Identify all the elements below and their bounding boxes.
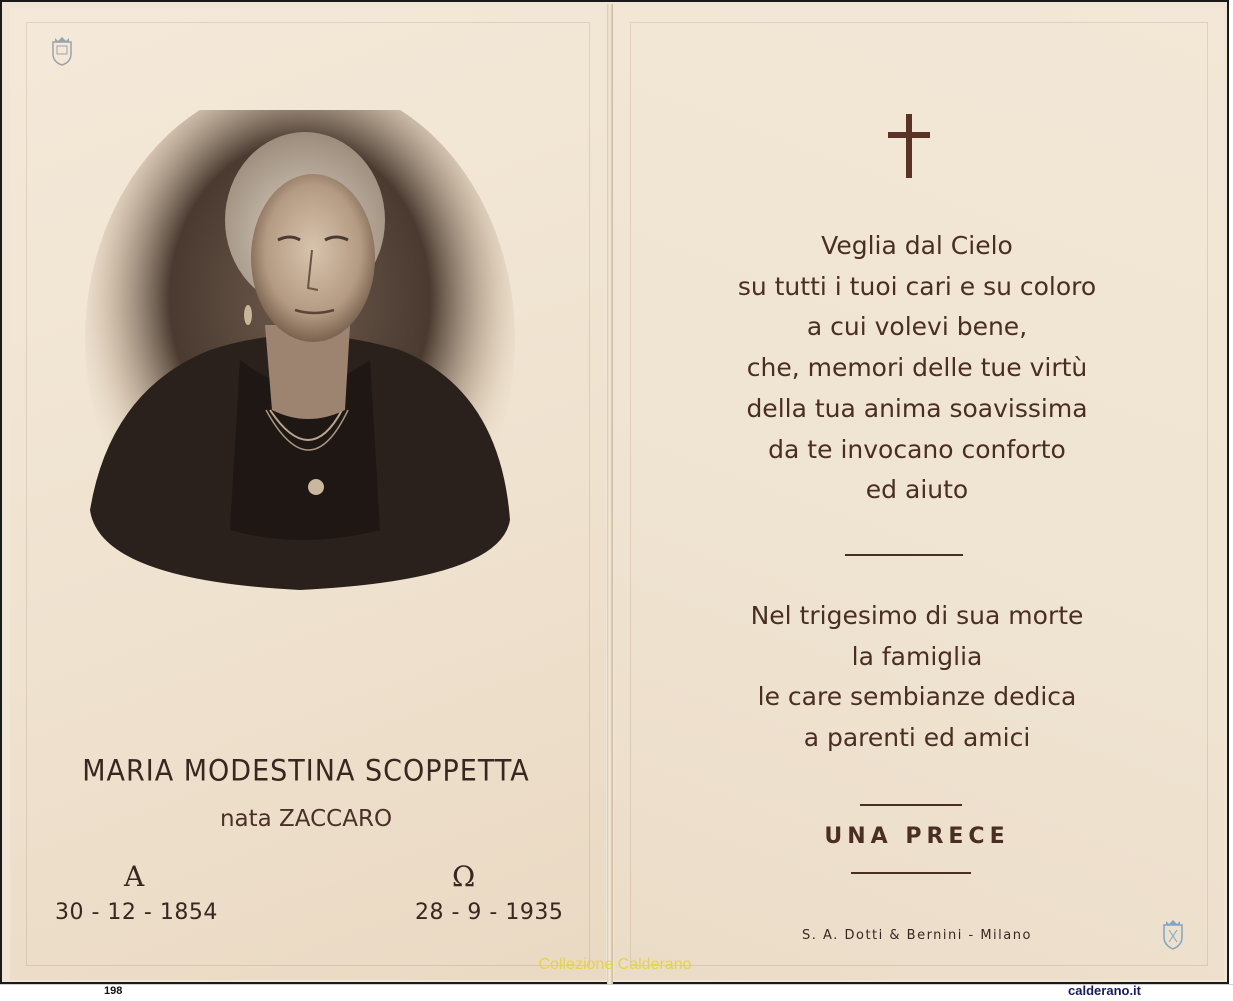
una-prece-heading: UNA PRECE: [824, 824, 1010, 849]
divider-rule: [845, 554, 963, 556]
poem-line: da te invocano conforto: [768, 434, 1066, 464]
poem-text: [612, 226, 1222, 511]
omega-symbol: Ω: [452, 860, 476, 893]
poem-line: ed aiuto: [865, 475, 969, 505]
death-date: 28 - 9 - 1935: [415, 900, 564, 925]
page-number: 198: [104, 985, 123, 997]
maiden-name: nata ZACCARO: [219, 806, 393, 832]
poem-line: che, memori delle tue virtù: [746, 353, 1088, 383]
alpha-symbol: A: [124, 860, 145, 893]
site-link[interactable]: calderano.it: [1068, 983, 1141, 998]
poem-line: a cui volevi bene,: [806, 312, 1028, 342]
portrait-photo: [80, 110, 520, 620]
dedication-line: la famiglia: [851, 641, 983, 671]
collection-watermark: Collezione Calderano: [538, 956, 692, 973]
collection-crest-icon: [50, 36, 74, 66]
divider-rule: [860, 804, 962, 806]
divider-rule: [851, 872, 971, 874]
dedication-line: Nel trigesimo di sua morte: [750, 601, 1084, 630]
birth-date: 30 - 12 - 1854: [55, 900, 218, 925]
dedication-text: [612, 596, 1222, 759]
printer-credit: S. A. Dotti & Bernini - Milano: [802, 928, 1032, 943]
collection-crest-icon: [1160, 918, 1186, 950]
poem-line: Veglia dal Cielo: [821, 231, 1013, 260]
dedication-line: a parenti ed amici: [803, 723, 1031, 753]
dedication-line: le care sembianze dedica: [757, 682, 1077, 712]
deceased-name: MARIA MODESTINA SCOPPETTA: [82, 754, 530, 789]
cross-icon: [886, 112, 932, 180]
poem-line: della tua anima soavissima: [746, 393, 1088, 423]
footer-bar: [0, 984, 1233, 1001]
poem-line: su tutti i tuoi cari e su coloro: [737, 271, 1097, 301]
